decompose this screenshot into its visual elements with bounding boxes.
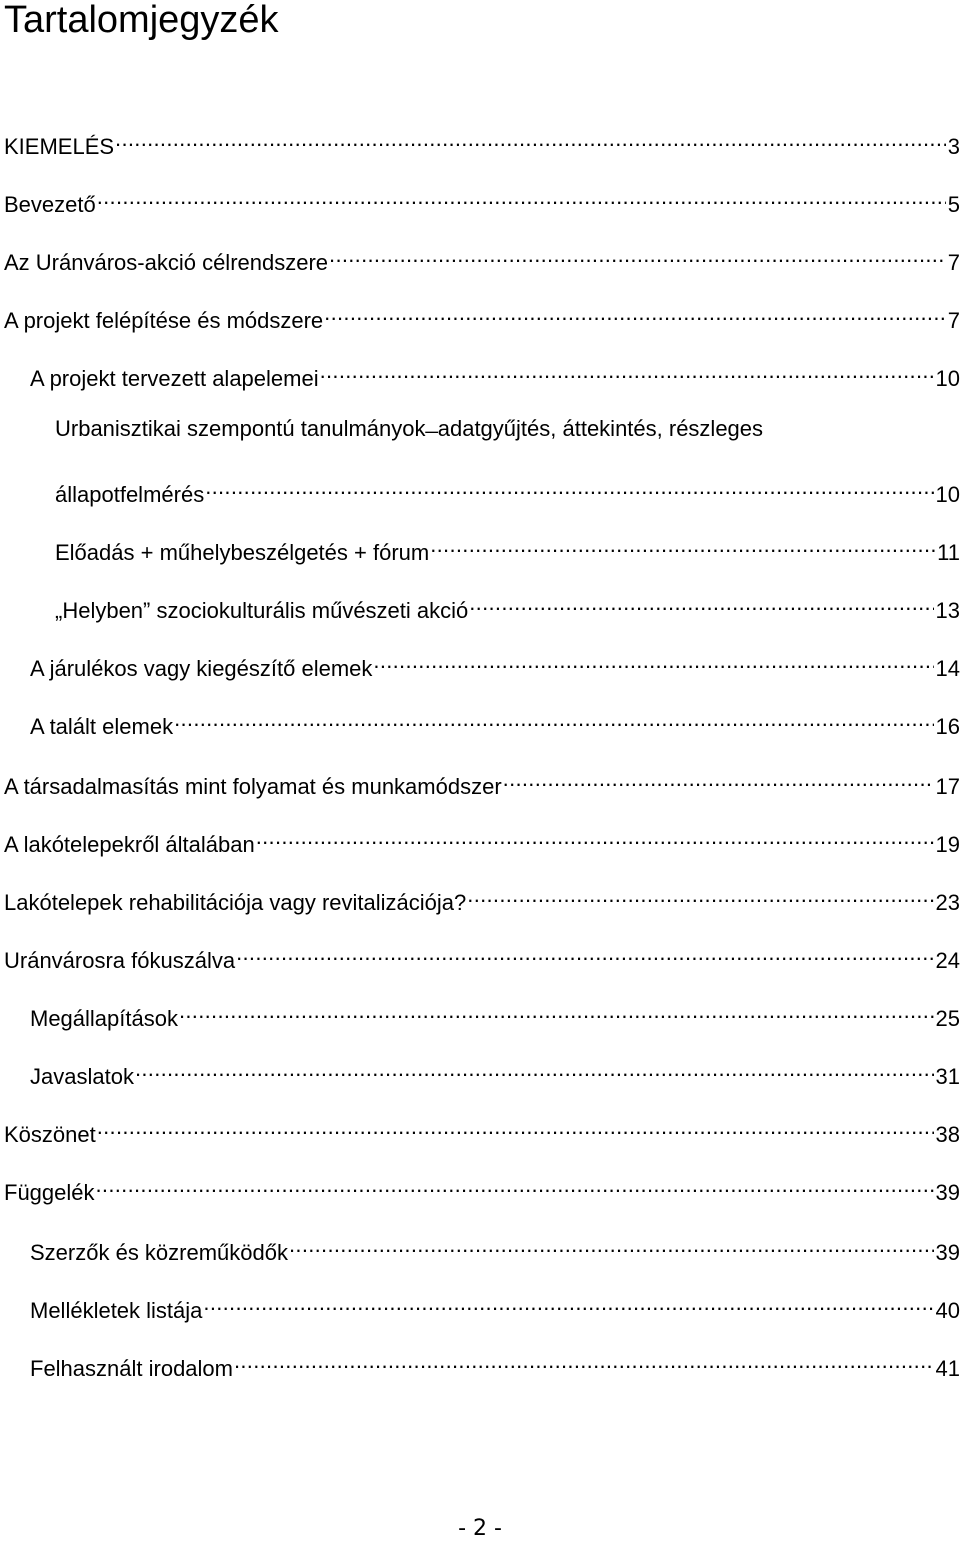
- toc-entry-celrendszer[interactable]: [4, 240, 960, 275]
- toc-page-number: 39: [935, 1180, 960, 1205]
- toc-entry-label: Előadás + műhelybeszélgetés + fórum: [55, 540, 430, 565]
- toc-entry-lakotelepekrol[interactable]: [4, 822, 960, 857]
- toc-entry-kiemeles[interactable]: [4, 124, 960, 159]
- dot-leader: [256, 822, 934, 852]
- toc-entry-helyben[interactable]: [55, 588, 960, 623]
- toc-entry-label: állapotfelmérés: [55, 482, 205, 507]
- toc-page-number: 40: [935, 1298, 960, 1323]
- toc-page-number: 24: [935, 948, 960, 973]
- page-number-footer: - 2 -: [458, 1516, 502, 1541]
- toc-entry-talalt[interactable]: [30, 704, 960, 739]
- toc-entry-felepites[interactable]: [4, 298, 960, 333]
- toc-page-number: 19: [935, 832, 960, 857]
- toc-entry-label-line1[interactable]: Urbanisztikai szempontú tanulmányok ̶ adatgyűjtés, áttekintés, részleges: [55, 416, 764, 441]
- toc-entry-label: Lakótelepek rehabilitációja vagy revitalizációja?: [4, 890, 467, 915]
- dot-leader: [430, 530, 935, 560]
- toc-entry-label: Javaslatok: [30, 1064, 134, 1089]
- toc-entry-label: Bevezető: [4, 192, 96, 217]
- toc-entry-label: Mellékletek listája: [30, 1298, 203, 1323]
- toc-entry-rehabilitacio[interactable]: [4, 880, 960, 915]
- dot-leader: [96, 1170, 934, 1200]
- dot-leader: [174, 704, 933, 734]
- dot-leader: [320, 356, 934, 386]
- toc-page-number: 7: [947, 250, 960, 275]
- toc-entry-bevezeto[interactable]: [4, 182, 960, 217]
- dot-leader: [469, 588, 933, 618]
- dot-leader: [97, 1112, 934, 1142]
- toc-page-number: 31: [935, 1064, 960, 1089]
- toc-entry-label: A projekt tervezett alapelemei: [30, 366, 319, 391]
- dot-leader: [503, 764, 934, 794]
- toc-entry-label: Függelék: [4, 1180, 95, 1205]
- toc-entry-label: Uránvárosra fókuszálva: [4, 948, 236, 973]
- toc-entry-label: Köszönet: [4, 1122, 96, 1147]
- toc-page-number: 3: [947, 134, 960, 159]
- toc-page-number: 10: [935, 482, 960, 507]
- toc-entry-uranvarosra[interactable]: [4, 938, 960, 973]
- toc-entry-jarulekos[interactable]: [30, 646, 960, 681]
- toc-entry-tarsadalmasitas[interactable]: [4, 764, 960, 799]
- toc-entry-label: A járulékos vagy kiegészítő elemek: [30, 656, 373, 681]
- toc-entry-eloadas[interactable]: [55, 530, 960, 565]
- toc-entry-mellekletek[interactable]: [30, 1288, 960, 1323]
- page-title: Tartalomjegyzék: [4, 0, 279, 41]
- dot-leader: [373, 646, 933, 676]
- toc-page-number: 5: [947, 192, 960, 217]
- toc-entry-irodalom[interactable]: [30, 1346, 960, 1381]
- toc-page-number: 14: [935, 656, 960, 681]
- toc-entry-fuggelek[interactable]: [4, 1170, 960, 1205]
- toc-entry-urbanisztikai[interactable]: [55, 472, 960, 507]
- toc-entry-label: A projekt felépítése és módszere: [4, 308, 324, 333]
- toc-page-number: 39: [935, 1240, 960, 1265]
- dot-leader: [329, 240, 946, 270]
- dot-leader: [324, 298, 946, 328]
- toc-page-number: 7: [947, 308, 960, 333]
- toc-entry-label: A társadalmasítás mint folyamat és munkamódszer: [4, 774, 502, 799]
- dot-leader: [115, 124, 946, 154]
- toc-entry-label: KIEMELÉS: [4, 134, 115, 159]
- toc-page-number: 13: [935, 598, 960, 623]
- toc-entry-koszonet[interactable]: [4, 1112, 960, 1147]
- toc-entry-label: Az Uránváros-akció célrendszere: [4, 250, 329, 275]
- toc-entry-label: A lakótelepekről általában: [4, 832, 255, 857]
- toc-entry-label: „Helyben” szociokulturális művészeti akció: [55, 598, 469, 623]
- toc-page-number: 38: [935, 1122, 960, 1147]
- toc-entry-javaslatok[interactable]: [30, 1054, 960, 1089]
- toc-entry-label: Felhasznált irodalom: [30, 1356, 233, 1381]
- dot-leader: [234, 1346, 934, 1376]
- toc-entry-label: Szerzők és közreműködők: [30, 1240, 288, 1265]
- toc-entry-megallapitasok[interactable]: [30, 996, 960, 1031]
- toc-entry-label: A talált elemek: [30, 714, 174, 739]
- toc-page-number: 16: [935, 714, 960, 739]
- dot-leader: [135, 1054, 934, 1084]
- dot-leader: [236, 938, 933, 968]
- toc-page-number: 23: [935, 890, 960, 915]
- toc-page-number: 10: [935, 366, 960, 391]
- dot-leader: [97, 182, 946, 212]
- toc-page-number: 11: [937, 540, 960, 565]
- dot-leader: [205, 472, 933, 502]
- dot-leader: [179, 996, 934, 1026]
- toc-entry-szerzok[interactable]: [30, 1230, 960, 1265]
- dot-leader: [289, 1230, 934, 1260]
- dot-leader: [203, 1288, 933, 1318]
- toc-entry-alapelemek[interactable]: [30, 356, 960, 391]
- toc-page-number: 41: [935, 1356, 960, 1381]
- toc-page-number: 25: [935, 1006, 960, 1031]
- dot-leader: [467, 880, 933, 910]
- toc-page-number: 17: [935, 774, 960, 799]
- toc-entry-label: Megállapítások: [30, 1006, 178, 1031]
